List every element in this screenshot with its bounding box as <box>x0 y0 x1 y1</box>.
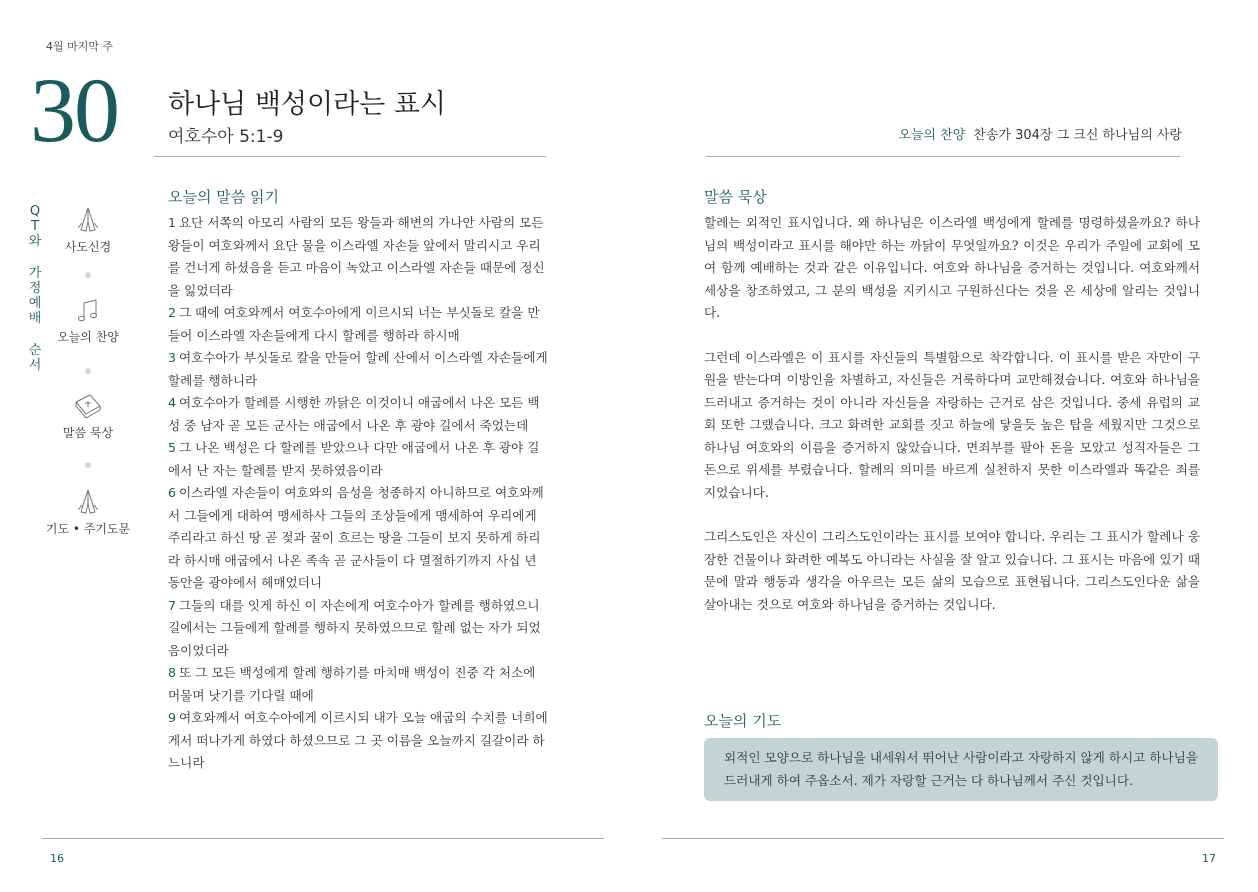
verse-text: 그 나온 백성은 다 할례를 받았으나 다만 애굽에서 나온 후 광야 길에서 난 자는 할례를 받지 못하였음이라 <box>168 440 540 478</box>
hymn-title: 찬송가 304장 그 크신 하나님의 사랑 <box>973 128 1182 143</box>
verse-number: 1 <box>168 215 177 230</box>
verse-text: 이스라엘 자손들이 여호와의 음성을 청종하지 아니하므로 여호와께서 그들에게 대하여 맹세하사 그들의 조상들에게 맹세하여 우리에게 주리라고 하신 땅 곧 젖과 꿀이 흐르는 땅을 그들이 보지 못하게 하리라 하시매 애굽에서 나온 족속 곧 군사들이 다 멸절하기까지 사십 년 동안을 광야에서 헤매었더니 <box>168 485 544 590</box>
footer-divider-right <box>662 838 1224 839</box>
nav-item-meditation[interactable] <box>38 392 138 441</box>
title-divider <box>154 156 546 157</box>
day-number: 30 <box>30 59 118 161</box>
nav-item-apostles-creed[interactable] <box>38 206 138 255</box>
music-note-icon <box>76 298 100 324</box>
verse <box>168 482 548 595</box>
nav-separator-dot <box>85 272 91 278</box>
verse <box>168 392 548 437</box>
vertical-char: 예 <box>28 296 42 311</box>
verse-text: 또 그 모든 백성에게 할례 행하기를 마치매 백성이 진중 각 처소에 머물며 낫기를 기다릴 때에 <box>168 665 536 703</box>
verse <box>168 707 548 775</box>
verse <box>168 347 548 392</box>
scripture-reference: 여호수아 5:1-9 <box>168 127 284 147</box>
prayer-text: 외적인 모양으로 하나님을 내세워서 뛰어난 사람이라고 자랑하지 않게 하시고 하나님을 드러내게 하여 주옵소서. 제가 자랑할 근거는 다 하나님께서 주신 것입니다. <box>724 750 1198 788</box>
prayer-box <box>704 738 1218 801</box>
page-title: 하나님 백성이라는 표시 <box>168 89 446 120</box>
nav-item-label: 기도 • 주기도문 <box>45 522 131 536</box>
prayer-heading: 오늘의 기도 <box>704 712 782 730</box>
hymn-label: 오늘의 찬양 <box>898 128 966 143</box>
vertical-char: Q <box>29 204 41 219</box>
vertical-char: 와 <box>28 234 42 249</box>
nav-separator-dot <box>85 368 91 374</box>
verse-number: 9 <box>168 710 177 725</box>
praying-hands-icon <box>73 206 103 234</box>
meditation-body <box>704 212 1200 638</box>
verse-number: 6 <box>168 485 177 500</box>
verse <box>168 437 548 482</box>
meditation-heading: 말씀 묵상 <box>704 188 767 206</box>
vertical-char: 서 <box>28 358 42 373</box>
meditation-paragraph: 그리스도인은 자신이 그리스도인이라는 표시를 보여야 합니다. 우리는 그 표시가 할례나 웅장한 건물이나 화려한 예복도 아니라는 사실을 잘 알고 있습니다. 그 표시는 마음에 있기 때문에 말과 행동과 생각을 아우르는 모든 삶의 모습으로 표현됩니다. 그리스도인다운 삶을 살아내는 것으로 여호와 하나님을 증거하는 것입니다. <box>704 529 1200 612</box>
praying-hands-icon <box>73 488 103 516</box>
page-number-left: 16 <box>50 852 64 865</box>
verse-number: 5 <box>168 440 177 455</box>
verse <box>168 212 548 302</box>
verse-number: 7 <box>168 597 177 613</box>
vertical-char: 순 <box>28 343 42 358</box>
nav-item-prayer[interactable] <box>38 488 138 537</box>
verse-text: 여호와께서 여호수아에게 이르시되 내가 오늘 애굽의 수치를 너희에게서 떠나가게 하였다 하셨으므로 그 곳 이름을 오늘까지 길갈이라 하느니라 <box>168 710 548 770</box>
verse-text: 그들의 대를 잇게 하신 이 자손에게 여호수아가 할례를 행하였으니 길에서는 그들에게 할례를 행하지 못하였으므로 할례 없는 자가 되었음이었더라 <box>168 597 541 658</box>
nav-item-todays-hymn[interactable] <box>38 298 138 345</box>
verse <box>168 662 548 707</box>
verse-text: 여호수아가 할례를 시행한 까닭은 이것이니 애굽에서 나온 모든 백성 중 남자 곧 모든 군사는 애굽에서 나온 후 광야 길에서 죽었는데 <box>168 395 540 433</box>
nav-item-label: 오늘의 찬양 <box>57 330 119 344</box>
vertical-char: 정 <box>28 281 42 296</box>
verse-number: 2 <box>168 305 177 320</box>
vertical-char: T <box>31 219 39 234</box>
nav-item-label: 사도신경 <box>64 240 112 254</box>
vertical-char: 배 <box>28 311 42 326</box>
week-label: 4월 마지막 주 <box>46 40 114 53</box>
footer-divider-left <box>42 838 604 839</box>
verse-number: 8 <box>168 665 177 680</box>
page-number-right: 17 <box>1202 852 1216 865</box>
nav-separator-dot <box>85 462 91 468</box>
meditation-paragraph: 할례는 외적인 표시입니다. 왜 하나님은 이스라엘 백성에게 할례를 명령하셨을까요? 하나님의 백성이라고 표시를 해야만 하는 까닭이 무엇일까요? 이것은 우리가 주일에 교회에 모여 함께 예배하는 것과 같은 이유입니다. 여호와 하나님을 증거하는 것입니다. 여호와께서 세상을 창조하였고, 그 분의 백성을 지키시고 구원하신다는 것을 온 세상에 알리는 것입니다. <box>704 215 1200 320</box>
verse-text: 요단 서쪽의 아모리 사람의 모든 왕들과 해변의 가나안 사람의 모든 왕들이 여호와께서 요단 물을 이스라엘 자손들 앞에서 말리시고 우리를 건너게 하셨음을 듣고 마음이 녹았고 이스라엘 자손들 때문에 정신을 잃었더라 <box>168 215 545 298</box>
meditation-paragraph: 그런데 이스라엘은 이 표시를 자신들의 특별함으로 착각합니다. 이 표시를 받은 자만이 구원을 받는다며 이방인을 차별하고, 자신들은 거룩하다며 교만해졌습니다. 여호와 하나님을 드러내고 증거하는 것이 아니라 자신들을 자랑하는 근거로 삼은 것입니다. 중세 유럽의 교회 또한 그랬습니다. 크고 화려한 교회를 짓고 하늘에 닿을듯 높은 탑을 세웠지만 그것으로 하나님 여호와의 이름을 증거하지 않았습니다. 면죄부를 팔아 돈을 모았고 성직자들은 그 돈으로 위세를 부렸습니다. 할례의 의미를 바르게 실천하지 못한 이스라엘과 똑같은 죄를 지었습니다. <box>704 349 1200 500</box>
verse <box>168 302 548 347</box>
nav-item-label: 말씀 묵상 <box>62 426 114 440</box>
verse <box>168 595 548 663</box>
verse-text: 그 때에 여호와께서 여호수아에게 이르시되 너는 부싯돌로 칼을 만들어 이스라엘 자손들에게 다시 할례를 행하라 하시매 <box>168 305 540 343</box>
scripture-verses <box>168 212 548 775</box>
verse-number: 4 <box>168 395 177 410</box>
hymn-divider <box>706 156 1180 157</box>
bible-book-icon <box>72 392 104 420</box>
vertical-char: 가 <box>28 266 42 281</box>
todays-hymn <box>898 124 1182 143</box>
verse-text: 여호수아가 부싯돌로 칼을 만들어 할례 산에서 이스라엘 자손들에게 할례를 행하니라 <box>168 350 548 388</box>
verse-number: 3 <box>168 350 177 365</box>
reading-heading: 오늘의 말씀 읽기 <box>168 188 279 206</box>
